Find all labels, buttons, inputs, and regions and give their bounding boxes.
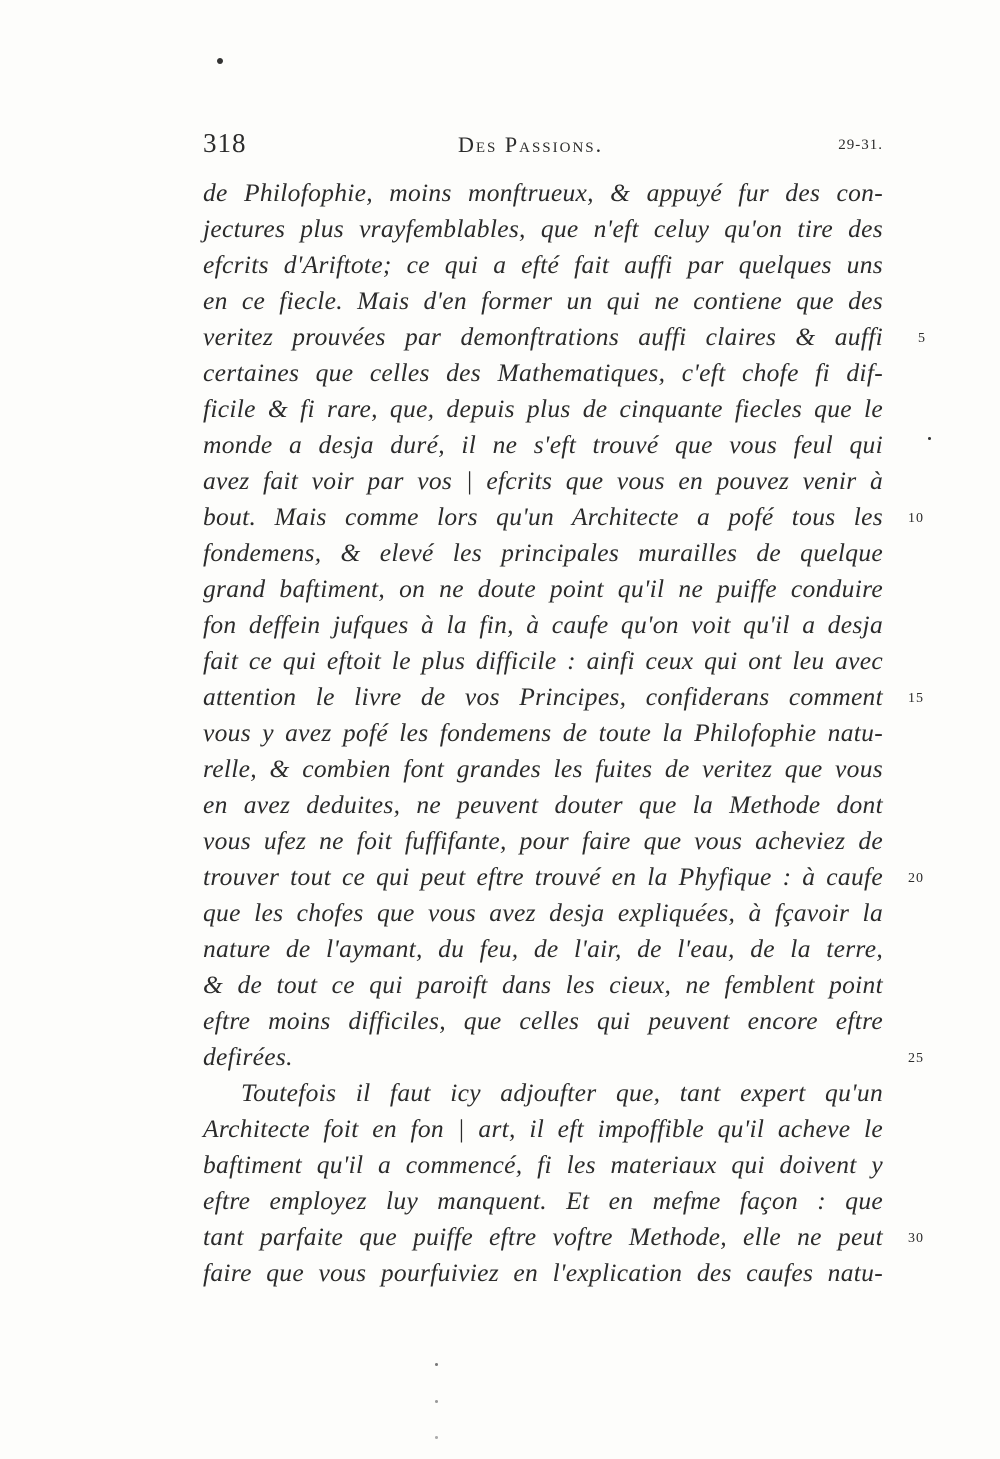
text-line: que les chofes que vous avez desja expliquées, à fçavoir la <box>203 898 883 927</box>
line-number: 5 <box>918 331 926 346</box>
text-line: fondemens, & elevé les principales murailles de quelque <box>203 538 883 567</box>
text-line: de Philofophie, moins monftrueux, & appuyé fur des con- <box>203 178 883 207</box>
text-line: Architecte foit en fon | art, il eft impoffible qu'il acheve le <box>203 1114 883 1143</box>
text-line: vous ufez ne foit fuffifante, pour faire que vous acheviez de <box>203 826 883 855</box>
text-line: ficile & fi rare, que, depuis plus de cinquante fiecles que le <box>203 394 883 423</box>
text-line: bout. Mais comme lors qu'un Architecte a pofé tous les <box>203 502 883 531</box>
text-line: relle, & combien font grandes les fuites de veritez que vous <box>203 754 883 783</box>
ink-speck <box>435 1363 438 1366</box>
text-line: fait ce qui eftoit le plus difficile : ainfi ceux qui ont leu avec <box>203 646 883 675</box>
running-title: Des Passions. <box>458 132 604 157</box>
text-line: Toutefois il faut icy adjoufter que, tant expert qu'un <box>241 1078 883 1107</box>
section-range: 29-31. <box>838 137 883 153</box>
text-line: monde a desja duré, il ne s'eft trouvé que vous feul qui <box>203 430 883 459</box>
text-line: trouver tout ce qui peut eftre trouvé en la Phyfique : à caufe <box>203 862 883 891</box>
line-number: 25 <box>908 1051 924 1066</box>
text-line: grand baftiment, on ne doute point qu'il ne puiffe conduire <box>203 574 883 603</box>
text-line: eftre employez luy manquent. Et en mefme façon : que <box>203 1186 883 1215</box>
text-line: avez fait voir par vos | efcrits que vous en pouvez venir à <box>203 466 883 495</box>
ink-speck <box>435 1400 438 1403</box>
line-number: 20 <box>908 871 924 886</box>
ink-speck <box>435 1436 438 1439</box>
text-line: attention le livre de vos Principes, confiderans comment <box>203 682 883 711</box>
text-line: nature de l'aymant, du feu, de l'air, de l'eau, de la terre, <box>203 934 883 963</box>
text-line: & de tout ce qui paroift dans les cieux, ne femblent point <box>203 970 883 999</box>
text-line: fon deffein jufques à la fin, à caufe qu'on voit qu'il a desja <box>203 610 883 639</box>
text-line: baftiment qu'il a commencé, fi les materiaux qui doivent y <box>203 1150 883 1179</box>
ink-speck <box>217 58 223 64</box>
text-line: faire que vous pourfuiviez en l'explication des caufes natu- <box>203 1258 883 1287</box>
text-line: veritez prouvées par demonftrations auffi claires & auffi <box>203 322 883 351</box>
text-line: vous y avez pofé les fondemens de toute la Philofophie natu- <box>203 718 883 747</box>
text-line: en ce fiecle. Mais d'en former un qui ne contiene que des <box>203 286 883 315</box>
line-number: 10 <box>908 511 924 526</box>
line-number: 15 <box>908 691 924 706</box>
text-line: efcrits d'Ariftote; ce qui a efté fait auffi par quelques uns <box>203 250 883 279</box>
line-number: 30 <box>908 1231 924 1246</box>
ink-speck <box>928 437 931 440</box>
text-line: eftre moins difficiles, que celles qui peuvent encore eftre <box>203 1006 883 1035</box>
text-line: tant parfaite que puiffe eftre voftre Methode, elle ne peut <box>203 1222 883 1251</box>
text-line: jectures plus vrayfemblables, que n'eft celuy qu'on tire des <box>203 214 883 243</box>
text-line: en avez deduites, ne peuvent douter que la Methode dont <box>203 790 883 819</box>
text-line: defirées. <box>203 1042 293 1071</box>
text-line: certaines que celles des Mathematiques, c'eft chofe fi dif- <box>203 358 883 387</box>
page-header <box>203 128 883 164</box>
page-number: 318 <box>203 128 247 158</box>
